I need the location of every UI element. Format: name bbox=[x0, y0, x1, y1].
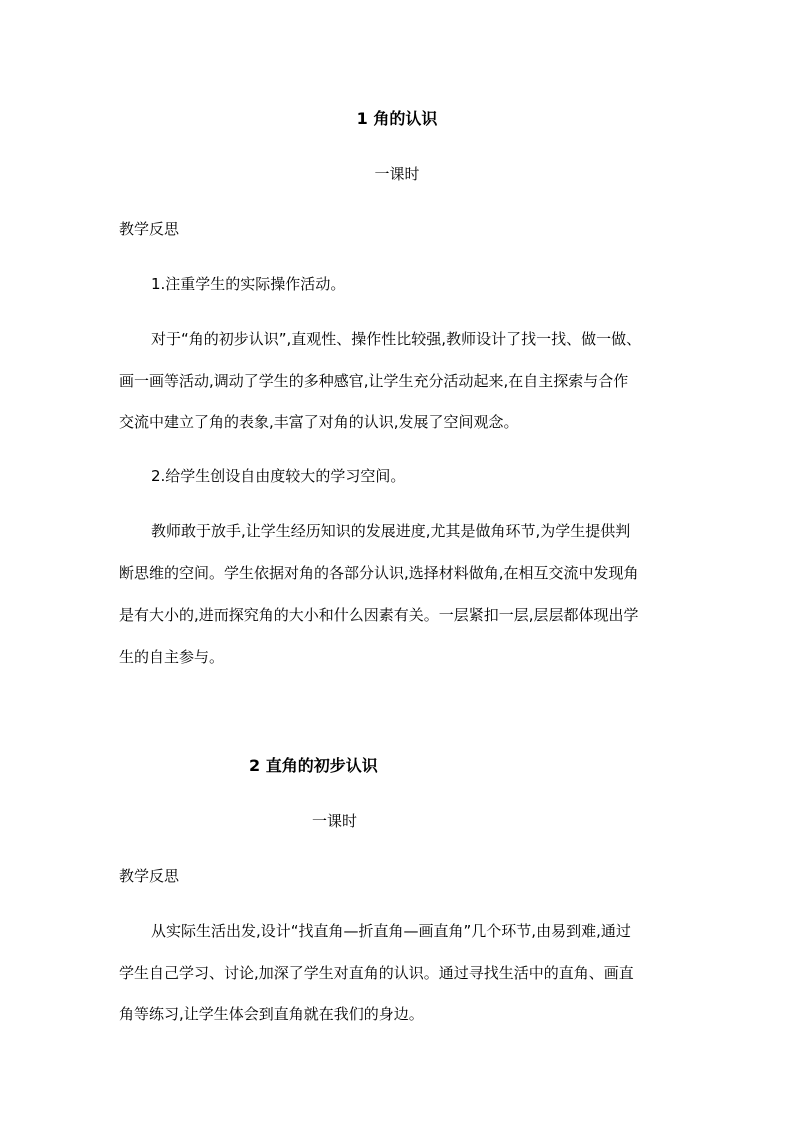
section1-para1-line2: 画一画等活动,调动了学生的多种感官,让学生充分活动起来,在自主探索与合作 bbox=[119, 372, 629, 390]
section1-point2: 2.给学生创设自由度较大的学习空间。 bbox=[151, 467, 406, 485]
section1-point1: 1.注重学生的实际操作活动。 bbox=[151, 275, 346, 293]
section1-para2-line1: 教师敢于放手,让学生经历知识的发展进度,尤其是做角环节,为学生提供判 bbox=[151, 522, 631, 540]
section1-para1-line3: 交流中建立了角的表象,丰富了对角的认识,发展了空间观念。 bbox=[119, 413, 519, 431]
section2-para1-line3: 角等练习,让学生体会到直角就在我们的身边。 bbox=[119, 1005, 424, 1023]
section2-title: 2 直角的初步认识 bbox=[249, 756, 378, 775]
section1-para2-line3: 是有大小的,进而探究角的大小和什么因素有关。一层紧扣一层,层层都体现出学 bbox=[119, 606, 639, 624]
section2-period: 一课时 bbox=[312, 812, 358, 830]
section2-para1-line1: 从实际生活出发,设计“找直角—折直角—画直角”几个环节,由易到难,通过 bbox=[151, 922, 631, 940]
section1-title: 1 角的认识 bbox=[356, 109, 438, 128]
section2-heading: 教学反思 bbox=[119, 867, 180, 885]
section1-period: 一课时 bbox=[374, 165, 420, 183]
section1-para2-line4: 生的自主参与。 bbox=[119, 648, 225, 666]
section1-heading: 教学反思 bbox=[119, 220, 180, 238]
section1-para2-line2: 断思维的空间。学生依据对角的各部分认识,选择材料做角,在相互交流中发现角 bbox=[119, 564, 639, 582]
section1-para1-line1: 对于“角的初步认识”,直观性、操作性比较强,教师设计了找一找、做一做、 bbox=[151, 330, 642, 348]
section2-para1-line2: 学生自己学习、讨论,加深了学生对直角的认识。通过寻找生活中的直角、画直 bbox=[119, 964, 634, 982]
